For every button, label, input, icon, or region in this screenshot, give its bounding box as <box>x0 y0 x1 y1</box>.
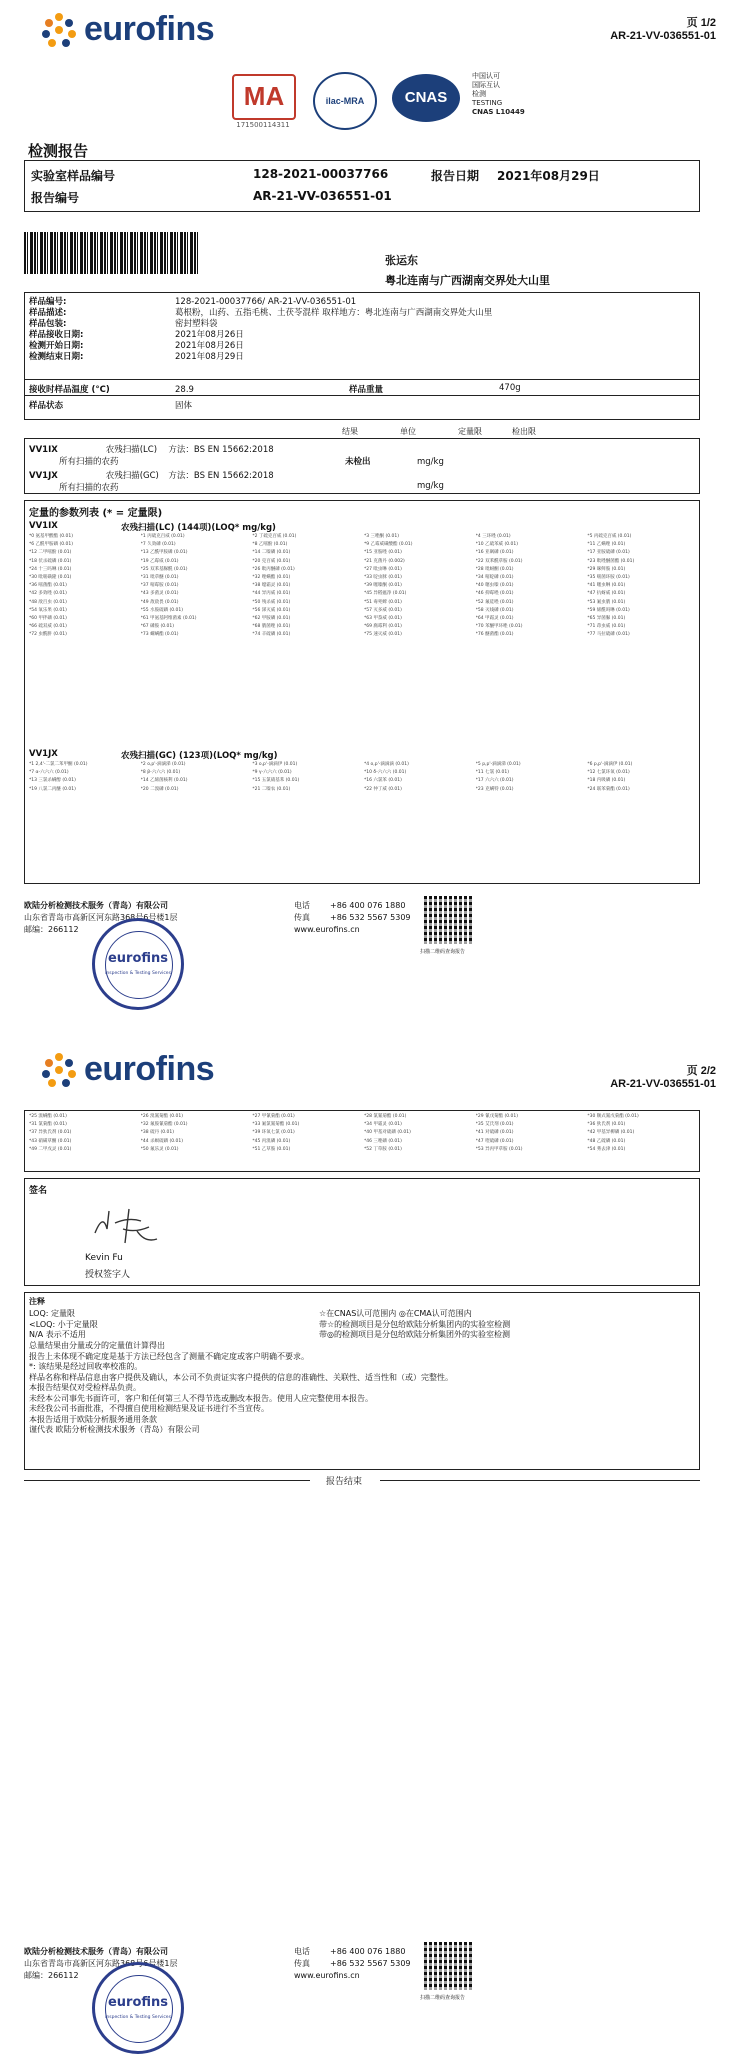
param-item: *8 乙嘧酚 (0.01) <box>252 542 288 548</box>
qr-caption: 扫描二维码查询报告 <box>420 1995 466 2001</box>
cma-icon: MA <box>232 74 296 120</box>
param-item: *14 乙烯菌核利 (0.01) <box>140 778 188 784</box>
result-row <box>29 443 274 455</box>
param-item: *4 o,p'-滴滴滴 (0.01) <box>363 762 409 767</box>
info-label: 样品接收日期: <box>29 330 84 340</box>
param-item: *48 乙硫磷 (0.01) <box>587 1138 626 1144</box>
param-item: *43 多菌灵 (0.01) <box>140 591 179 597</box>
param-item: *14 二嗪磷 (0.01) <box>252 550 291 556</box>
param-item: *2 丁硫克百威 (0.01) <box>252 534 297 539</box>
cma-logo <box>222 74 304 132</box>
param-item: *77 马拉硫磷 (0.01) <box>587 632 630 638</box>
cnas-line: CNAS L10449 <box>472 108 525 116</box>
note-line: ☆在CNAS认可范围内 ◎在CMA认可范围内 <box>319 1309 472 1318</box>
param-item: *22 仲丁威 (0.01) <box>363 786 402 792</box>
info-row <box>29 319 492 330</box>
param-item: *10 乙硫苯威 (0.01) <box>475 542 519 548</box>
param-item: *5 p,p'-滴滴涕 (0.01) <box>475 762 521 767</box>
param-item: *27 吡虫啉 (0.01) <box>363 566 402 572</box>
results-box <box>24 438 700 494</box>
lc-param-grid <box>29 533 695 640</box>
param-item: *1 丙硫克百威 (0.01) <box>140 534 185 539</box>
param-item: *2 o,p'-滴滴涕 (0.01) <box>140 762 186 767</box>
param-item: *59 烯酰吗啉 (0.01) <box>587 607 630 613</box>
param-item: *44 杀螟硫磷 (0.01) <box>140 1138 184 1144</box>
param-item: *15 亚胺唑 (0.01) <box>363 550 402 556</box>
fax-label: 传真 <box>294 1959 310 1968</box>
result-row <box>29 469 274 481</box>
cnas-line: 中国认可 <box>472 72 500 80</box>
param-item: *34 嘧啶磷 (0.01) <box>475 575 514 581</box>
ilac-mra-icon: ilac-MRA <box>313 72 377 130</box>
signature-box <box>24 1178 700 1286</box>
notes-title: 注释 <box>29 1297 45 1306</box>
param-item: *30 顺式氰戊菊酯 (0.01) <box>587 1114 639 1119</box>
param-item: *3 o,p'-滴滴伊 (0.01) <box>252 762 298 767</box>
seal-text: eurofins <box>107 1995 169 2010</box>
param-item: *3 三唑酮 (0.01) <box>363 534 399 539</box>
param-item: *11 七氯 (0.01) <box>475 770 510 776</box>
info-row <box>29 297 492 308</box>
info-row <box>29 352 492 363</box>
cnas-text <box>472 72 525 117</box>
param-item: *23 克螨特 (0.01) <box>475 786 514 792</box>
param-item: *34 甲霜灵 (0.01) <box>363 1122 402 1128</box>
result-sub: 所有扫描的农药 <box>59 457 119 467</box>
param-item: *12 七氯环氧 (0.01) <box>587 770 630 776</box>
info-value: 密封塑料袋 <box>175 319 218 329</box>
param-item: *50 残杀威 (0.01) <box>252 599 291 605</box>
param-item: *23 吡唑醚菌酯 (0.01) <box>587 558 635 564</box>
info-value: 2021年08月29日 <box>175 352 244 362</box>
param-item: *28 氯氰菊酯 (0.01) <box>363 1114 407 1119</box>
result-sub: 所有扫描的农药 <box>59 483 119 493</box>
sign-label: 签名 <box>29 1186 48 1196</box>
param-item: *51 毒死蜱 (0.01) <box>363 599 402 605</box>
param-item: *9 乙霉威磺酸酯 (0.01) <box>363 542 413 548</box>
param-item: *52 丁草胺 (0.01) <box>363 1146 402 1152</box>
report-date: 2021年08月29日 <box>497 169 600 183</box>
param-item: *45 异稻瘟净 (0.01) <box>363 591 407 597</box>
param-item: *1 2,4'-二氯二苯甲酮 (0.01) <box>29 762 88 767</box>
param-item: *32 氟胺氰菊酯 (0.01) <box>140 1122 188 1128</box>
note-line: LOQ: 定量限 <box>29 1309 76 1318</box>
info-row <box>29 330 492 341</box>
param-list-box <box>24 500 700 884</box>
signer-name: Kevin Fu <box>85 1253 123 1263</box>
param-item: *17 亚胺硫磷 (0.01) <box>587 550 630 556</box>
result-value: 未检出 <box>345 457 371 467</box>
param-continued-box <box>24 1110 700 1172</box>
header-table <box>24 160 700 212</box>
param-item: *54 莠去津 (0.01) <box>587 1146 626 1152</box>
param-item: *42 甲基异柳磷 (0.01) <box>587 1130 635 1136</box>
tel-value: +86 400 076 1880 <box>330 1947 406 1956</box>
end-line-right <box>380 1480 700 1481</box>
note-line: N/A 表示不适用 <box>29 1330 86 1339</box>
page-number-block <box>610 14 716 42</box>
param-item: *19 乙霉威 (0.01) <box>140 558 179 564</box>
param-item: *38 硫丹 (0.01) <box>140 1130 175 1136</box>
weight-value: 470g <box>499 383 521 393</box>
info-label: 检测结束日期: <box>29 352 84 362</box>
footer-postcode: 邮编：266112 <box>24 1971 79 1980</box>
page-number: 页 1/2 <box>686 17 716 29</box>
param-item: *71 茚虫威 (0.01) <box>587 624 626 630</box>
param-item: *64 甲霜灵 (0.01) <box>475 616 514 622</box>
param-item: *7 α-六六六 (0.01) <box>29 770 69 776</box>
temp-label: 接收时样品温度 (°C) <box>29 385 110 395</box>
website[interactable]: www.eurofins.cn <box>294 925 360 934</box>
param-item: *39 环氧七氯 (0.01) <box>252 1130 295 1136</box>
qr-caption: 扫描二维码查询报告 <box>420 949 466 955</box>
param-item: *55 水胺硫磷 (0.01) <box>140 607 184 613</box>
param-item: *48 敌百虫 (0.01) <box>29 599 67 605</box>
weight-label: 样品重量 <box>349 385 384 395</box>
param-item: *57 灭多威 (0.01) <box>363 607 402 613</box>
param-item: *45 丙溴磷 (0.01) <box>252 1138 291 1144</box>
param-item: *20 克百威 (0.01) <box>252 558 291 564</box>
param-item: *26 溴氰菊酯 (0.01) <box>140 1114 184 1119</box>
seal-sub: Inspection & Testing Services <box>105 2015 171 2020</box>
qr-code[interactable] <box>424 1942 472 1990</box>
result-code: VV1IX <box>29 445 58 455</box>
cnas-line: 检测 <box>472 90 486 98</box>
result-method: 方法：BS EN 15662:2018 <box>168 445 274 455</box>
info-value: 2021年08月26日 <box>175 330 244 340</box>
tel-value: +86 400 076 1880 <box>330 901 406 910</box>
eurofins-logo <box>40 1050 214 1089</box>
param-item: *51 乙草胺 (0.01) <box>252 1146 291 1152</box>
info-value: 128-2021-00037766/ AR-21-VV-036551-01 <box>175 297 357 307</box>
param-item: *50 氟乐灵 (0.01) <box>140 1146 179 1152</box>
param-item: *10 δ-六六六 (0.01) <box>363 770 407 776</box>
sample-info-box <box>24 292 700 420</box>
sample-no: 128-2021-00037766 <box>253 167 389 181</box>
col-loq: 定量限 <box>458 427 482 436</box>
end-line-left <box>24 1480 310 1481</box>
report-id: AR-21-VV-036551-01 <box>610 1078 716 1090</box>
param-item: *40 噻虫嗪 (0.01) <box>475 583 514 589</box>
cnas-line: 国际互认 <box>472 81 500 89</box>
cma-number: 171500114311 <box>236 121 290 129</box>
param-item: *29 咪鲜胺 (0.01) <box>587 566 626 572</box>
info-row <box>29 341 492 352</box>
note-line: 报告上未体现不确定度是基于方法已经包含了测量不确定度或客户明确不要求。 <box>29 1351 309 1361</box>
param-item: *36 嘧菌酯 (0.01) <box>29 583 67 589</box>
param-item: *61 甲氨基阿维菌素 (0.01) <box>140 616 197 622</box>
website[interactable]: www.eurofins.cn <box>294 1971 360 1980</box>
param-item: *5 丙硫克百威 (0.01) <box>587 534 632 539</box>
param-item: *33 啶虫脒 (0.01) <box>363 575 402 581</box>
param-item: *6 p,p'-滴滴伊 (0.01) <box>587 762 633 767</box>
param-item: *22 双苯酰草胺 (0.01) <box>475 558 523 564</box>
param-item: *66 硫双威 (0.01) <box>29 624 67 630</box>
param-item: *33 氟氯氰菊酯 (0.01) <box>252 1122 300 1128</box>
seal-sub: Inspection & Testing Services <box>105 971 171 976</box>
param-item: *35 嘧菌环胺 (0.01) <box>587 575 630 581</box>
param-item: *46 抑霉唑 (0.01) <box>475 591 514 597</box>
param-item: *70 苯醚甲环唑 (0.01) <box>475 624 523 630</box>
param-item: *67 磷胺 (0.01) <box>140 624 175 630</box>
note-line: 本报告适用于欧陆分析服务通用条款 <box>29 1414 157 1424</box>
info-row <box>29 308 492 319</box>
footer-company: 欧陆分析检测技术服务（青岛）有限公司 <box>24 901 168 910</box>
param-item: *18 伏杀硫磷 (0.01) <box>29 558 72 564</box>
note-line: 带☆的检测项目是分包给欧陆分析集团内的实验室检测 <box>319 1319 511 1329</box>
result-name: 农残扫描(GC) <box>105 471 159 481</box>
note-line: 未经本公司事先书面许可，客户和任何第三人不得节选或删改本报告。使用人应完整使用本报告。 <box>29 1393 373 1403</box>
handwritten-signature <box>85 1203 175 1247</box>
signer-title: 授权签字人 <box>85 1270 131 1280</box>
param-item: *13 乙酰甲胺磷 (0.01) <box>140 550 188 556</box>
report-title: 检测报告 <box>28 142 89 160</box>
param-item: *27 甲氰菊酯 (0.01) <box>252 1114 295 1119</box>
client-address: 粤北连南与广西湖南交界处大山里 <box>385 274 550 287</box>
param-item: *49 敌敌畏 (0.01) <box>140 599 179 605</box>
param-item: *12 二甲嘧酚 (0.01) <box>29 550 72 556</box>
info-value: 2021年08月26日 <box>175 341 244 351</box>
report-date-label: 报告日期 <box>431 169 480 183</box>
param-item: *58 灭线磷 (0.01) <box>475 607 514 613</box>
param-item: *37 嘧霉胺 (0.01) <box>140 583 179 589</box>
col-result: 结果 <box>342 427 358 436</box>
report-no-label: 报告编号 <box>31 191 80 205</box>
lc-code: VV1IX <box>29 521 58 531</box>
param-item: *28 吡蚜酮 (0.01) <box>475 566 514 572</box>
footer-address: 山东省青岛市高新区河东路368号6号楼1层 <box>24 1959 178 1968</box>
note-line: 本报告结果仅对受检样品负责。 <box>29 1383 141 1392</box>
report-no: AR-21-VV-036551-01 <box>253 189 392 203</box>
param-item: *26 吡丙醚磷 (0.01) <box>252 566 295 572</box>
param-item: *47 抗蚜威 (0.01) <box>587 591 626 597</box>
param-item: *29 氰戊菊酯 (0.01) <box>475 1114 519 1119</box>
param-item: *44 异丙威 (0.01) <box>252 591 291 597</box>
param-item: *72 虫酰肼 (0.01) <box>29 632 67 638</box>
state-value: 固体 <box>175 401 193 411</box>
param-item: *41 对硫磷 (0.01) <box>475 1130 514 1136</box>
param-item: *35 艾氏剂 (0.01) <box>475 1122 514 1128</box>
note-line: *: 该结果是经过回收率校准的。 <box>29 1362 143 1371</box>
fax-value: +86 532 5567 5309 <box>330 1959 411 1968</box>
col-unit: 单位 <box>400 427 416 436</box>
param-item: *16 亚砜磷 (0.01) <box>475 550 514 556</box>
cont-param-grid <box>29 1113 695 1154</box>
footer-address: 山东省青岛市高新区河东路368号6号楼1层 <box>24 913 178 922</box>
page-number: 页 2/2 <box>686 1065 716 1077</box>
param-item: *76 醚菌酯 (0.01) <box>475 632 514 638</box>
param-item: *42 多效唑 (0.01) <box>29 591 67 597</box>
barcode <box>24 232 199 274</box>
qr-code[interactable] <box>424 896 472 944</box>
info-label: 检测开始日期: <box>29 341 84 351</box>
note-line: 谨代表 欧陆分析检测技术服务（青岛）有限公司 <box>29 1425 200 1434</box>
param-item: *53 氟虫腈 (0.01) <box>587 599 626 605</box>
param-item: *16 六氯苯 (0.01) <box>363 778 402 784</box>
param-item: *19 八氯二丙醚 (0.01) <box>29 786 76 792</box>
notes-box <box>24 1292 700 1470</box>
company-seal <box>92 918 184 1010</box>
result-unit: mg/kg <box>417 481 444 491</box>
param-item: *74 辛硫磷 (0.01) <box>252 632 291 638</box>
param-item: *47 喹硫磷 (0.01) <box>475 1138 514 1144</box>
param-item: *0 氨基甲酸酯 (0.01) <box>29 534 74 539</box>
param-item: *37 异狄氏剂 (0.01) <box>29 1130 72 1136</box>
param-item: *65 异菌脲 (0.01) <box>587 616 626 622</box>
param-item: *9 γ-六六六 (0.01) <box>252 770 292 776</box>
cnas-line: TESTING <box>472 99 503 107</box>
gc-param-grid <box>29 761 695 794</box>
col-lod: 检出限 <box>512 427 536 436</box>
brand-name: eurofins <box>84 1050 215 1088</box>
param-item: *20 二溴磷 (0.01) <box>140 786 179 792</box>
param-item: *62 甲胺磷 (0.01) <box>252 616 291 622</box>
param-list-title: 定量的参数列表 (* = 定量限) <box>29 508 163 519</box>
param-item: *75 速灭威 (0.01) <box>363 632 402 638</box>
param-item: *8 β-六六六 (0.01) <box>140 770 181 776</box>
tel-label: 电话 <box>294 1947 310 1956</box>
brand-name: eurofins <box>84 10 215 48</box>
client-name: 张运东 <box>385 254 418 267</box>
result-code: VV1JX <box>29 471 58 481</box>
param-item: *40 甲基对硫磷 (0.01) <box>363 1130 411 1136</box>
param-item: *43 硝磺草酮 (0.01) <box>29 1138 72 1144</box>
report-id: AR-21-VV-036551-01 <box>610 30 716 42</box>
param-item: *21 二嗪农 (0.01) <box>252 786 291 792</box>
result-method: 方法：BS EN 15662:2018 <box>168 471 274 481</box>
note-line: 带◎的检测项目是分包给欧陆分析集团外的实验室检测 <box>319 1330 510 1339</box>
param-item: *15 五氯硝基苯 (0.01) <box>252 778 300 784</box>
result-name: 农残扫描(LC) <box>105 445 158 455</box>
result-unit: mg/kg <box>417 457 444 467</box>
footer-postcode: 邮编：266112 <box>24 925 79 934</box>
param-item: *24 十三吗啉 (0.01) <box>29 566 72 572</box>
param-item: *53 异丙甲草胺 (0.01) <box>475 1146 523 1152</box>
temp-value: 28.9 <box>175 385 194 395</box>
note-line: 样品名称和样品信息由客户提供及确认，本公司不负责证实客户提供的信息的准确性、关联性、适当性和（或）完整性。 <box>29 1372 453 1382</box>
info-label: 样品描述: <box>29 308 67 318</box>
param-item: *41 噻虫啉 (0.01) <box>587 583 626 589</box>
info-value: 葛根粉，山药、五指毛桃、土茯苓混样 取样地方：粤北连南与广西湖南交界处大山里 <box>175 308 493 318</box>
lc-title: 农残扫描(LC) (144项)(LOQ* mg/kg) <box>121 523 276 533</box>
page-2 <box>0 1040 730 2063</box>
gc-code: VV1JX <box>29 749 58 759</box>
end-text: 报告结束 <box>326 1477 363 1487</box>
param-item: *68 腈菌唑 (0.01) <box>252 624 291 630</box>
state-label: 样品状态 <box>29 401 64 411</box>
param-item: *46 三唑磷 (0.01) <box>363 1138 402 1144</box>
company-seal <box>92 1962 184 2054</box>
param-item: *17 六六六 (0.01) <box>475 778 514 784</box>
param-item: *31 氯菊酯 (0.01) <box>29 1122 67 1128</box>
param-item: *30 吡嘧磺隆 (0.01) <box>29 575 72 581</box>
param-item: *73 螺螨酯 (0.01) <box>140 632 179 638</box>
param-item: *32 唑螨酯 (0.01) <box>252 575 291 581</box>
param-item: *25 溴螨酯 (0.01) <box>29 1114 67 1119</box>
param-item: *7 久效磷 (0.01) <box>140 542 176 548</box>
seal-text: eurofins <box>107 951 169 966</box>
param-item: *36 狄氏剂 (0.01) <box>587 1122 626 1128</box>
param-item: *11 乙螨唑 (0.01) <box>587 542 626 548</box>
param-item: *13 三氯杀螨醇 (0.01) <box>29 778 76 784</box>
eurofins-dots-icon <box>40 1051 78 1089</box>
param-item: *63 甲萘威 (0.01) <box>363 616 402 622</box>
param-item: *31 吡草醚 (0.01) <box>140 575 179 581</box>
cnas-icon: CNAS <box>392 74 460 122</box>
param-item: *69 腐霉利 (0.01) <box>363 624 402 630</box>
param-item: *25 双苯基脲酰 (0.01) <box>140 566 188 572</box>
note-line: 总量结果由分量或分的定量值计算得出 <box>29 1341 165 1350</box>
note-line: 未经我公司书面批准，不得擅自使用检测结果及证书进行不当宣传。 <box>29 1404 269 1413</box>
footer-company: 欧陆分析检测技术服务（青岛）有限公司 <box>24 1947 168 1956</box>
param-item: *21 克菌丹 (0.002) <box>363 558 405 564</box>
param-item: *60 甲拌磷 (0.01) <box>29 616 67 622</box>
eurofins-logo <box>40 10 214 49</box>
param-item: *18 内吸磷 (0.01) <box>587 778 626 784</box>
param-item: *54 氧乐果 (0.01) <box>29 607 67 613</box>
note-line: <LOQ: 小于定量限 <box>29 1319 98 1329</box>
param-item: *52 氟硅唑 (0.01) <box>475 599 514 605</box>
param-item: *24 联苯菊酯 (0.01) <box>587 786 630 792</box>
param-item: *56 涕灭威 (0.01) <box>252 607 291 613</box>
param-item: *49 二甲戊灵 (0.01) <box>29 1146 72 1152</box>
param-item: *38 噁霜灵 (0.01) <box>252 583 291 589</box>
info-label: 样品编号: <box>29 297 67 307</box>
fax-value: +86 532 5567 5309 <box>330 913 411 922</box>
tel-label: 电话 <box>294 901 310 910</box>
param-item: *4 三环唑 (0.01) <box>475 534 511 539</box>
param-item: *6 乙酰甲胺磷 (0.01) <box>29 542 74 548</box>
fax-label: 传真 <box>294 913 310 922</box>
page-number-block <box>610 1062 716 1090</box>
info-label: 样品包装: <box>29 319 67 329</box>
gc-title: 农残扫描(GC) (123项)(LOQ* mg/kg) <box>121 751 278 761</box>
sample-no-label: 实验室样品编号 <box>31 169 116 183</box>
eurofins-dots-icon <box>40 11 78 49</box>
param-item: *39 噻嗪酮 (0.01) <box>363 583 402 589</box>
